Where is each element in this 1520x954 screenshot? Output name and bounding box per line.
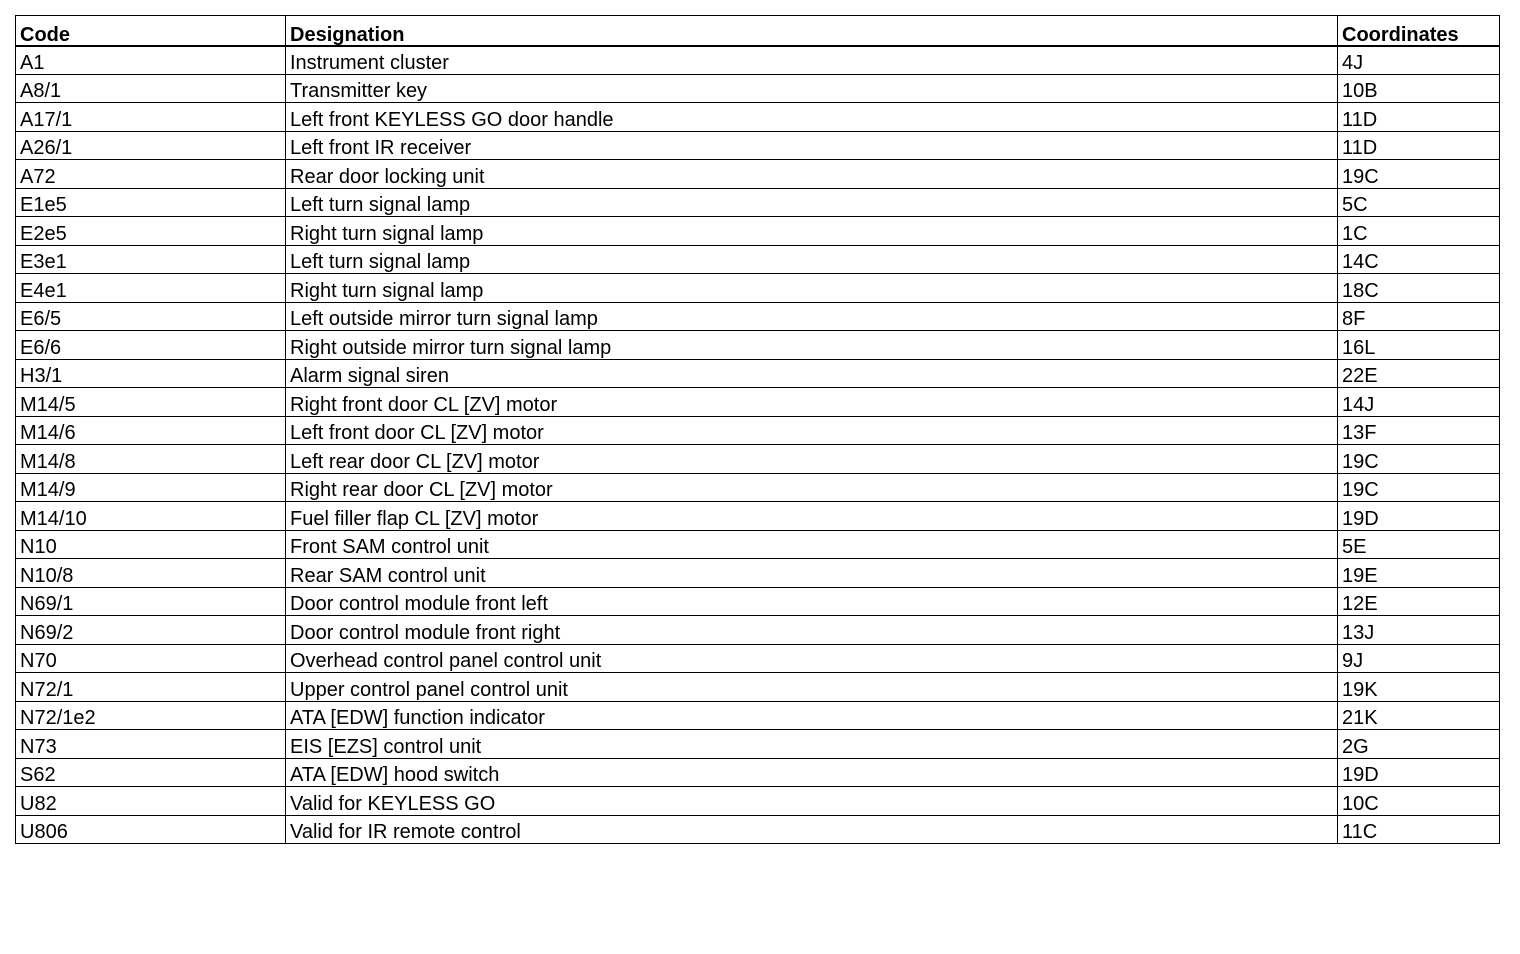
table-row	[16, 331, 1500, 360]
cell-code: M14/8	[16, 445, 286, 474]
cell-code: M14/9	[16, 473, 286, 502]
cell-designation: Left outside mirror turn signal lamp	[286, 302, 1338, 331]
cell-code: A8/1	[16, 74, 286, 103]
cell-designation: Left rear door CL [ZV] motor	[286, 445, 1338, 474]
cell-designation: Valid for IR remote control	[286, 815, 1338, 844]
cell-designation: Overhead control panel control unit	[286, 644, 1338, 673]
cell-code: N72/1e2	[16, 701, 286, 730]
table-row	[16, 388, 1500, 417]
cell-designation: Right turn signal lamp	[286, 274, 1338, 303]
header-code: Code	[16, 16, 286, 46]
cell-coordinates: 19K	[1338, 673, 1500, 702]
cell-coordinates: 14J	[1338, 388, 1500, 417]
table-row	[16, 103, 1500, 132]
cell-code: N10	[16, 530, 286, 559]
cell-code: U82	[16, 787, 286, 816]
cell-designation: Valid for KEYLESS GO	[286, 787, 1338, 816]
cell-coordinates: 5C	[1338, 188, 1500, 217]
cell-designation: Rear door locking unit	[286, 160, 1338, 189]
cell-designation: Left front IR receiver	[286, 131, 1338, 160]
cell-coordinates: 19C	[1338, 445, 1500, 474]
cell-designation: Transmitter key	[286, 74, 1338, 103]
cell-coordinates: 19C	[1338, 473, 1500, 502]
cell-designation: Right rear door CL [ZV] motor	[286, 473, 1338, 502]
cell-designation: ATA [EDW] hood switch	[286, 758, 1338, 787]
table-row	[16, 787, 1500, 816]
cell-code: E4e1	[16, 274, 286, 303]
table-row	[16, 559, 1500, 588]
cell-code: N73	[16, 730, 286, 759]
cell-coordinates: 16L	[1338, 331, 1500, 360]
cell-coordinates: 1C	[1338, 217, 1500, 246]
table-row	[16, 473, 1500, 502]
cell-coordinates: 19D	[1338, 758, 1500, 787]
cell-designation: Instrument cluster	[286, 46, 1338, 75]
cell-designation: Fuel filler flap CL [ZV] motor	[286, 502, 1338, 531]
cell-designation: ATA [EDW] function indicator	[286, 701, 1338, 730]
table-row	[16, 74, 1500, 103]
cell-coordinates: 21K	[1338, 701, 1500, 730]
cell-designation: Alarm signal siren	[286, 359, 1338, 388]
cell-code: N69/2	[16, 616, 286, 645]
cell-coordinates: 11D	[1338, 103, 1500, 132]
cell-code: N72/1	[16, 673, 286, 702]
cell-coordinates: 19D	[1338, 502, 1500, 531]
cell-code: M14/6	[16, 416, 286, 445]
cell-coordinates: 22E	[1338, 359, 1500, 388]
table-row	[16, 815, 1500, 844]
table-row	[16, 502, 1500, 531]
table-row	[16, 644, 1500, 673]
cell-code: S62	[16, 758, 286, 787]
cell-designation: EIS [EZS] control unit	[286, 730, 1338, 759]
table-row	[16, 616, 1500, 645]
table-row	[16, 131, 1500, 160]
cell-coordinates: 9J	[1338, 644, 1500, 673]
cell-code: N70	[16, 644, 286, 673]
cell-code: U806	[16, 815, 286, 844]
table-row	[16, 274, 1500, 303]
cell-code: N69/1	[16, 587, 286, 616]
header-coordinates: Coordinates	[1338, 16, 1500, 46]
cell-coordinates: 14C	[1338, 245, 1500, 274]
table-row	[16, 701, 1500, 730]
table-row	[16, 46, 1500, 75]
table-row	[16, 188, 1500, 217]
table-row	[16, 730, 1500, 759]
cell-designation: Rear SAM control unit	[286, 559, 1338, 588]
cell-coordinates: 18C	[1338, 274, 1500, 303]
cell-coordinates: 8F	[1338, 302, 1500, 331]
cell-code: M14/5	[16, 388, 286, 417]
cell-designation: Left turn signal lamp	[286, 188, 1338, 217]
cell-designation: Front SAM control unit	[286, 530, 1338, 559]
cell-code: E6/5	[16, 302, 286, 331]
cell-code: E1e5	[16, 188, 286, 217]
cell-designation: Upper control panel control unit	[286, 673, 1338, 702]
header-designation: Designation	[286, 16, 1338, 46]
table-row	[16, 302, 1500, 331]
cell-designation: Door control module front right	[286, 616, 1338, 645]
table-body	[16, 46, 1500, 844]
cell-coordinates: 11C	[1338, 815, 1500, 844]
cell-coordinates: 4J	[1338, 46, 1500, 75]
cell-designation: Door control module front left	[286, 587, 1338, 616]
cell-code: M14/10	[16, 502, 286, 531]
cell-designation: Right turn signal lamp	[286, 217, 1338, 246]
cell-code: E3e1	[16, 245, 286, 274]
table-row	[16, 758, 1500, 787]
header-row	[16, 16, 1500, 46]
cell-coordinates: 19C	[1338, 160, 1500, 189]
table-header	[16, 16, 1500, 46]
cell-designation: Right front door CL [ZV] motor	[286, 388, 1338, 417]
table-row	[16, 359, 1500, 388]
cell-coordinates: 11D	[1338, 131, 1500, 160]
cell-code: N10/8	[16, 559, 286, 588]
cell-code: A26/1	[16, 131, 286, 160]
table-row	[16, 530, 1500, 559]
cell-coordinates: 12E	[1338, 587, 1500, 616]
cell-coordinates: 2G	[1338, 730, 1500, 759]
table-row	[16, 445, 1500, 474]
table-row	[16, 160, 1500, 189]
cell-code: A17/1	[16, 103, 286, 132]
table-row	[16, 217, 1500, 246]
cell-code: H3/1	[16, 359, 286, 388]
cell-code: E6/6	[16, 331, 286, 360]
cell-designation: Left turn signal lamp	[286, 245, 1338, 274]
cell-code: E2e5	[16, 217, 286, 246]
cell-coordinates: 10B	[1338, 74, 1500, 103]
cell-coordinates: 13J	[1338, 616, 1500, 645]
cell-code: A72	[16, 160, 286, 189]
cell-code: A1	[16, 46, 286, 75]
table-row	[16, 245, 1500, 274]
cell-coordinates: 19E	[1338, 559, 1500, 588]
cell-coordinates: 10C	[1338, 787, 1500, 816]
table-row	[16, 416, 1500, 445]
cell-coordinates: 13F	[1338, 416, 1500, 445]
table-row	[16, 673, 1500, 702]
cell-designation: Right outside mirror turn signal lamp	[286, 331, 1338, 360]
cell-designation: Left front door CL [ZV] motor	[286, 416, 1338, 445]
component-legend-table	[15, 15, 1500, 844]
table-row	[16, 587, 1500, 616]
cell-coordinates: 5E	[1338, 530, 1500, 559]
cell-designation: Left front KEYLESS GO door handle	[286, 103, 1338, 132]
